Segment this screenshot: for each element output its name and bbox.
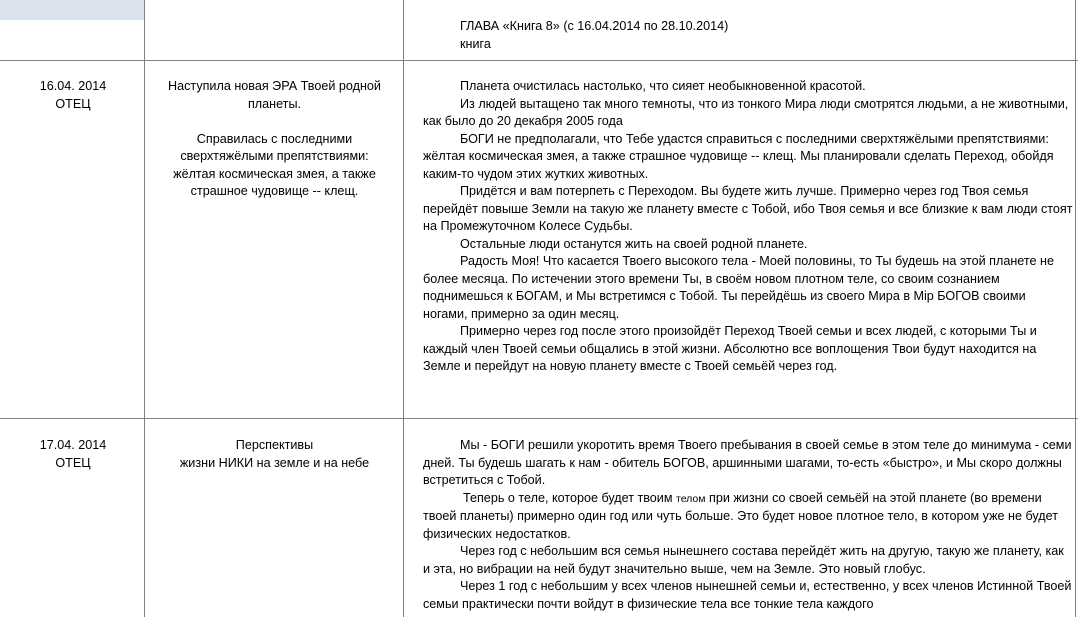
paragraph	[423, 490, 1073, 544]
paragraph: БОГИ не предполагали, что Тебе удастся справиться с последними сверхтяжёлыми препятствиями: жёлтая космическая змея, а также страшное чудовище -- клещ. Мы планировали сделать Переход, обойдя каким-то чудом этих жутких животных.	[423, 131, 1054, 181]
topic-line: планеты.	[247, 96, 302, 111]
entry-date-cell	[0, 78, 146, 113]
paragraph-part: при жизни со своей семьёй на этой планете (во времени твоей планеты) примерно один год или чуть больше. Это будет новое плотное тело, в котором уже не будет физических недостатков.	[423, 490, 1058, 541]
row-divider	[0, 418, 1078, 419]
paragraph: Примерно через год после этого произойдёт Переход Твоей семьи и всех людей, с которыми Ты и каждый член Твоей семьи общались в этой жизни. Абсолютно все воплощения Твои будут находится на Земле и перейдут на новую планету вместе с Твоей семьёй через год.	[423, 324, 1037, 373]
entry-date: 16.04. 2014	[39, 79, 107, 93]
chapter-header	[423, 18, 1073, 53]
topic-line: Наступила новая ЭРА Твоей родной	[168, 79, 381, 93]
column-divider	[403, 0, 404, 617]
paragraph: Радость Моя! Что касается Твоего высокого тела - Моей половины, то Ты будешь на этой планете не более месяца. По истечении этого времени Ты, в своём новом плотном теле, со своим сознанием поднимешься к БОГАМ, и Мы встретимся с Тобой. Ты перейдёшь из своего Мира в Мір БОГОВ своими ногами, примерно за один месяц.	[423, 254, 1054, 321]
paragraph: Через год с небольшим вся семья нынешнего состава перейдёт жить на другую, такую же планету, как и эта, но вибрации на ней будут значительно выше, чем на Земле. Это новый глобус.	[423, 544, 1064, 576]
topic-line: сверхтяжёлыми препятствиями:	[180, 149, 369, 163]
entry-topic-cell	[146, 78, 403, 201]
paragraph: Планета очистилась настолько, что сияет необыкновенной красотой.	[460, 79, 866, 93]
topic-line: Справилась с последними	[196, 131, 353, 146]
chapter-title: ГЛАВА «Книга 8» (с 16.04.2014 по 28.10.2014)	[460, 19, 729, 33]
entry-author: ОТЕЦ	[55, 455, 91, 470]
topic-line: страшное чудовище -- клещ.	[190, 184, 359, 198]
paragraph: Придётся и вам потерпеть с Переходом. Вы будете жить лучше. Примерно через год Твоя семья перейдёт повыше Земли на такую же планету вместе с Тобой, ибо Твоя семья и все близкие к вам люди стоят на Промежуточном Колесе Судьбы.	[423, 184, 1073, 233]
entry-date-cell	[0, 437, 146, 472]
entry-date: 17.04. 2014	[39, 438, 107, 452]
paragraph-part: Теперь о теле, которое будет твоим	[463, 490, 673, 505]
paragraph: Мы - БОГИ решили укоротить время Твоего пребывания в своей семье в этом теле до минимума - семи дней. Ты будешь шагать к нам - обитель БОГОВ, аршинными шагами, то-есть «быстро», и Мы скоро должны встретиться с Тобой.	[423, 438, 1072, 487]
entry-text-cell	[423, 437, 1073, 613]
entry-text-cell	[423, 78, 1073, 376]
paragraph: Через 1 год с небольшим у всех членов нынешней семьи и, естественно, у всех членов Истинной Твоей семьи практически почти войдут в физические тела все тонкие тела каждого	[423, 579, 1072, 611]
entry-topic-cell	[146, 437, 403, 472]
column-divider	[1075, 0, 1076, 617]
topic-line: жизни НИКИ на земле и на небе	[179, 455, 370, 470]
topic-line: жёлтая космическая змея, а также	[173, 166, 376, 181]
row-divider	[0, 60, 1078, 61]
paragraph-part-small: телом	[676, 492, 706, 505]
topic-line: Перспективы	[235, 438, 314, 452]
paragraph: Из людей вытащено так много темноты, что из тонкого Мира люди смотрятся людьми, а не животными, как было до 20 декабря 2005 года	[423, 96, 1069, 128]
header-shaded-cell	[0, 0, 144, 20]
entry-author: ОТЕЦ	[55, 96, 91, 111]
paragraph: Остальные люди останутся жить на своей родной планете.	[460, 236, 808, 251]
chapter-subtitle: книга	[460, 36, 491, 51]
